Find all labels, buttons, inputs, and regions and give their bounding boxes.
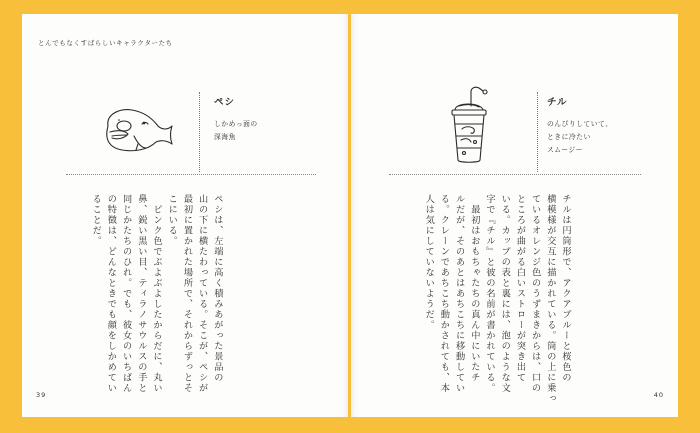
body-column: ペシは、左端に高く積みあがった景品の (211, 194, 223, 383)
body-column: 字で『チル』と彼の名前が書かれている。 (484, 194, 496, 394)
smoothie-cup-icon (441, 82, 497, 168)
section-divider (389, 174, 641, 175)
character-description (214, 118, 258, 144)
page-number: 39 (36, 391, 47, 399)
body-column: 最初に置かれた場所で、それからずっとそ (181, 194, 193, 394)
description-line: しかめっ面の (214, 120, 258, 128)
description-line: ときに冷たい (547, 133, 591, 141)
description-line: 深海魚 (214, 133, 236, 141)
body-column: いる。カップの表と裏には、泡のような文 (499, 194, 511, 394)
character-name: チル (547, 97, 568, 108)
description-line: のんびりしていて、 (547, 120, 613, 128)
body-text (88, 194, 225, 394)
left-page (22, 14, 348, 417)
header-vertical-rule (199, 92, 200, 172)
header-vertical-rule (537, 92, 538, 172)
body-column: ピンク色でぶよぶよしたからだに、丸い (151, 194, 163, 394)
body-column: ているオレンジ色のうずまきからは、口の (529, 194, 541, 394)
body-column: こにいる。 (166, 194, 178, 247)
body-column: 山の下に横たわっている。そこが、ペシが (196, 194, 208, 394)
running-head: とんでもなくすばらしいキャラクターたち (38, 39, 173, 47)
body-column: 同じかたちのひれ。でも、彼女のいちばん (120, 194, 132, 394)
body-column: 最初はおもちゃたちの真ん中にいたチ (468, 194, 480, 383)
right-page (351, 14, 678, 417)
body-column: る。クレーンであちこち動かされても、本 (438, 194, 450, 394)
body-column: ところが曲がる白いストローが突き出て (514, 194, 526, 383)
body-column: の特徴は、どんなときでも顔をしかめてい (105, 194, 117, 394)
character-name: ペシ (214, 97, 236, 108)
character-description (547, 118, 613, 157)
blobfish-icon (98, 100, 176, 156)
description-line: スムージー (547, 146, 584, 154)
section-divider (66, 174, 316, 175)
body-column: 横模様が交互に描かれている。筒の上に乗っ (544, 194, 556, 404)
body-column: 人は気にしていないようだ。 (423, 194, 435, 331)
body-column: チルは円筒形で、アクアブルーと桜色の (560, 194, 572, 383)
body-column: ることだ。 (90, 194, 102, 247)
body-column: ルだが、そのあとはあちこちに移動してい (453, 194, 465, 394)
page-number: 40 (653, 391, 664, 399)
body-text (421, 194, 573, 404)
body-column: 鼻、鋭い黒い目、ティラノサウルスの手と (135, 194, 147, 394)
